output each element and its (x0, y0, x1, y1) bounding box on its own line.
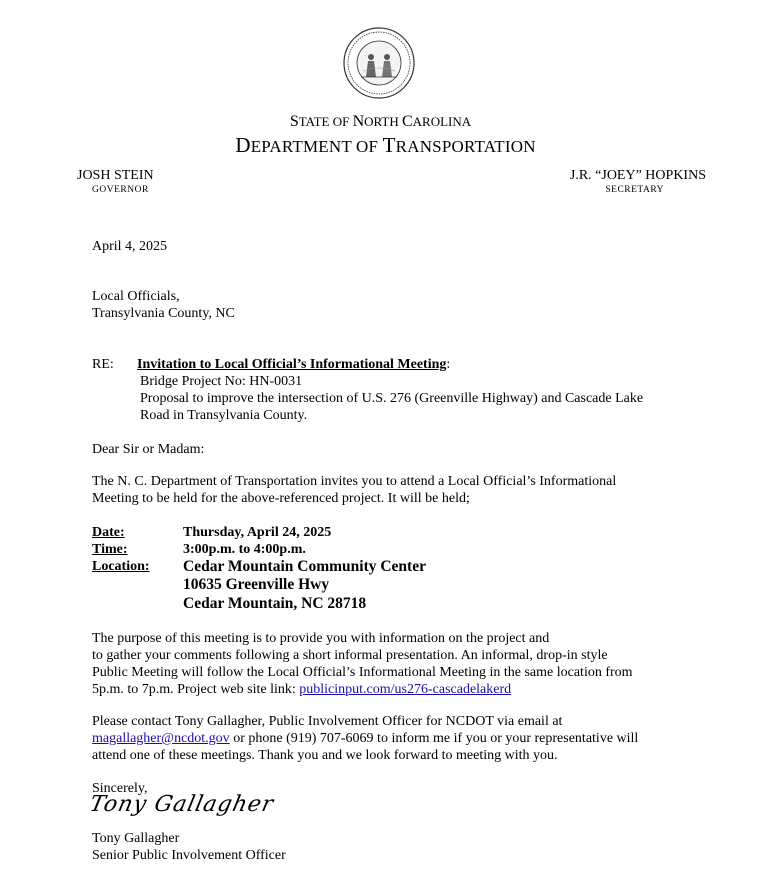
contact-line-text: or phone (919) 707-6069 to inform me if you or your representative will (229, 731, 639, 746)
time-value: 3:00p.m. to 4:00p.m. (183, 542, 306, 557)
intro-line: The N. C. Department of Transportation invites you to attend a Local Official’s Informational (92, 474, 617, 489)
re-subject-text: Invitation to Local Official’s Informational Meeting (137, 357, 447, 372)
re-subject (137, 356, 450, 373)
department-heading: DEPARTMENT OF TRANSPORTATION (235, 133, 536, 157)
signer-name: Tony Gallagher (92, 831, 180, 846)
secretary-title: SECRETARY (605, 185, 664, 195)
secretary-name: J.R. “JOEY” HOPKINS (569, 168, 706, 183)
salutation: Dear Sir or Madam: (92, 442, 205, 457)
intro-line: Meeting to be held for the above-referenced project. It will be held; (92, 491, 470, 506)
re-line: Bridge Project No: HN-0031 (140, 374, 303, 389)
purpose-line: Public Meeting will follow the Local Official’s Informational Meeting in the same location from (92, 665, 633, 680)
contact-line: attend one of these meetings. Thank you and we look forward to meeting with you. (92, 748, 558, 763)
nc-state-seal-icon (343, 27, 415, 99)
purpose-line (92, 681, 692, 698)
location-line: 10635 Greenville Hwy (183, 576, 330, 593)
contact-line (92, 730, 692, 747)
date-value: Thursday, April 24, 2025 (183, 525, 332, 540)
governor-name: JOSH STEIN (77, 168, 154, 183)
re-line: Proposal to improve the intersection of U.S. 276 (Greenville Highway) and Cascade Lake (140, 391, 644, 406)
state-heading: STATE OF NORTH CAROLINA (289, 113, 472, 130)
re-subject-suffix: : (446, 357, 451, 372)
purpose-line-text: 5p.m. to 7p.m. Project web site link: (92, 682, 300, 697)
location-label: Location: (92, 559, 150, 574)
handwritten-signature: Tony Gallagher (87, 792, 277, 817)
signer-title: Senior Public Involvement Officer (92, 848, 286, 863)
date-label: Date: (92, 525, 125, 540)
time-label: Time: (92, 542, 128, 557)
contact-paragraph (92, 713, 692, 764)
re-label: RE: (92, 357, 114, 372)
closing: Sincerely, (92, 781, 148, 796)
contact-line: Please contact Tony Gallagher, Public Involvement Officer for NCDOT via email at (92, 714, 563, 729)
purpose-paragraph (92, 630, 692, 698)
recipient-line: Transylvania County, NC (92, 306, 235, 321)
recipient-line: Local Officials, (92, 289, 180, 304)
re-line: Road in Transylvania County. (140, 408, 308, 423)
location-line: Cedar Mountain Community Center (183, 558, 426, 575)
contact-email-link[interactable]: magallagher@ncdot.gov (92, 731, 230, 746)
purpose-line: to gather your comments following a short informal presentation. An informal, drop-in style (92, 648, 608, 663)
project-website-link[interactable]: publicinput.com/us276-cascadelakerd (299, 682, 512, 697)
governor-title: GOVERNOR (92, 185, 149, 195)
location-line: Cedar Mountain, NC 28718 (183, 595, 367, 612)
letter-date: April 4, 2025 (92, 239, 168, 254)
purpose-line: The purpose of this meeting is to provide you with information on the project and (92, 631, 550, 646)
intro-paragraph (92, 473, 682, 507)
